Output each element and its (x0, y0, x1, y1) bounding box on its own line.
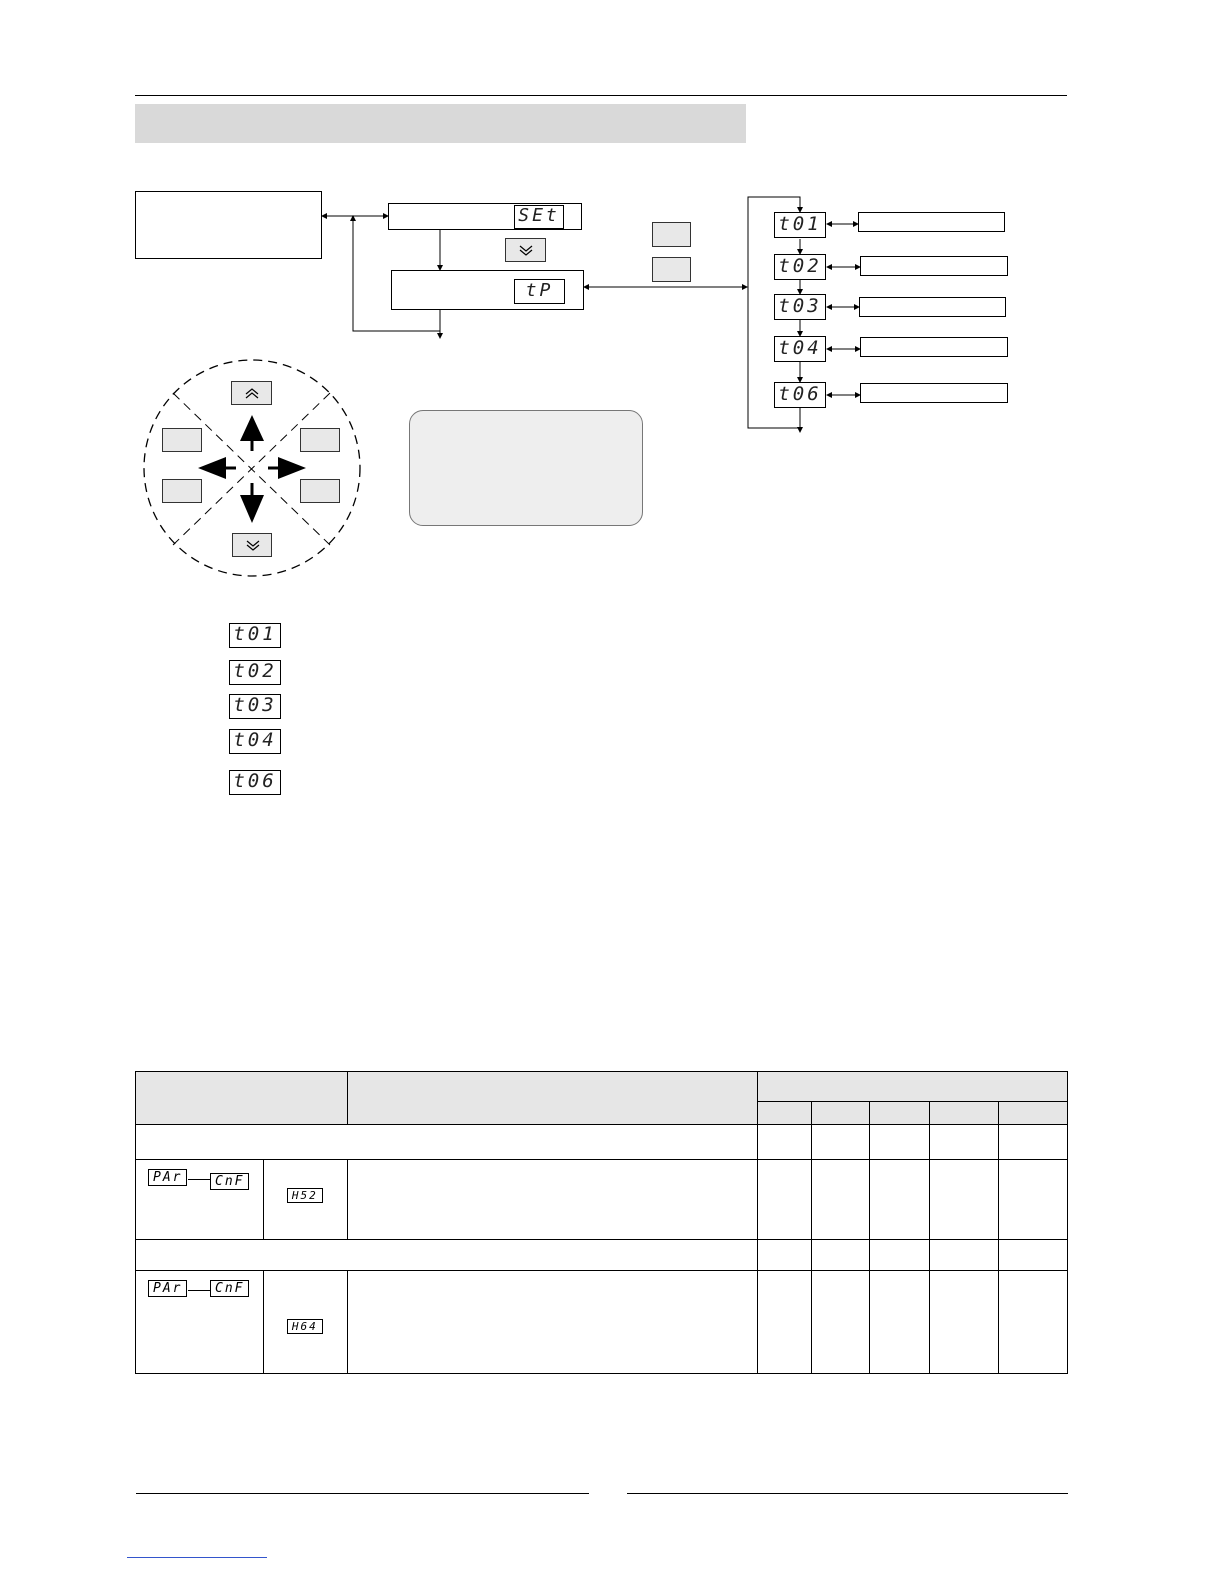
table-subheader (758, 1102, 812, 1125)
code-list-t04: t04 (229, 729, 281, 754)
section-row (136, 1240, 758, 1271)
code-list-t02: t02 (229, 660, 281, 685)
left-top-key[interactable] (162, 428, 202, 452)
param-code-cell (263, 1160, 347, 1240)
t06-desc-box (860, 383, 1008, 403)
table-row (136, 1271, 1068, 1374)
param-code-display: H52 (287, 1188, 323, 1203)
double-chevron-up-icon (232, 382, 273, 406)
left-bottom-key[interactable] (162, 479, 202, 503)
table-row (136, 1125, 1068, 1160)
code-list-t06: t06 (229, 770, 281, 795)
chain-display-t03: t03 (774, 294, 826, 320)
table-subheader (870, 1102, 930, 1125)
t03-desc-box (859, 297, 1006, 317)
table-subheader (930, 1102, 999, 1125)
down-key[interactable] (505, 238, 546, 262)
menu-path-cell (136, 1160, 264, 1240)
t02-desc-box (860, 256, 1008, 276)
gray-key-2[interactable] (652, 257, 691, 282)
right-top-key[interactable] (300, 428, 340, 452)
menu-cnf-display: CnF (210, 1280, 249, 1297)
table-subheader (812, 1102, 870, 1125)
t04-desc-box (860, 337, 1008, 357)
menu-connector (188, 1179, 210, 1180)
description-box (135, 191, 322, 259)
section-row (136, 1125, 758, 1160)
footer-rule-right (627, 1493, 1068, 1494)
menu-cnf-display: CnF (210, 1173, 249, 1190)
table-header-description (347, 1072, 758, 1125)
table-row (136, 1160, 1068, 1240)
chain-display-t06: t06 (774, 382, 826, 408)
table-header-parameter (136, 1072, 348, 1125)
down-key-circle[interactable] (232, 533, 272, 557)
double-chevron-down-icon (506, 239, 547, 263)
tp-display: tP (514, 279, 565, 304)
gray-key-1[interactable] (652, 222, 691, 247)
menu-par-display: PAr (148, 1280, 187, 1297)
menu-par-display: PAr (148, 1169, 187, 1186)
up-key[interactable] (231, 381, 272, 405)
chain-display-t04: t04 (774, 336, 826, 362)
chain-display-t01: t01 (774, 212, 826, 238)
note-box (409, 410, 643, 526)
right-bottom-key[interactable] (300, 479, 340, 503)
footer-link-underline (127, 1557, 267, 1558)
table-subheader (999, 1102, 1068, 1125)
chain-display-t02: t02 (774, 254, 826, 280)
table-row (136, 1240, 1068, 1271)
menu-path-cell (136, 1271, 264, 1374)
code-list-t01: t01 (229, 623, 281, 648)
footer-rule-left (136, 1493, 589, 1494)
param-code-display: H64 (287, 1319, 323, 1334)
table-header-group (758, 1072, 1068, 1102)
code-list-t03: t03 (229, 694, 281, 719)
double-chevron-down-icon (233, 534, 273, 558)
t01-desc-box (858, 212, 1005, 232)
set-display: SEt (514, 205, 564, 229)
menu-connector (188, 1290, 210, 1291)
param-code-cell (263, 1271, 347, 1374)
parameter-table (135, 1071, 1068, 1374)
